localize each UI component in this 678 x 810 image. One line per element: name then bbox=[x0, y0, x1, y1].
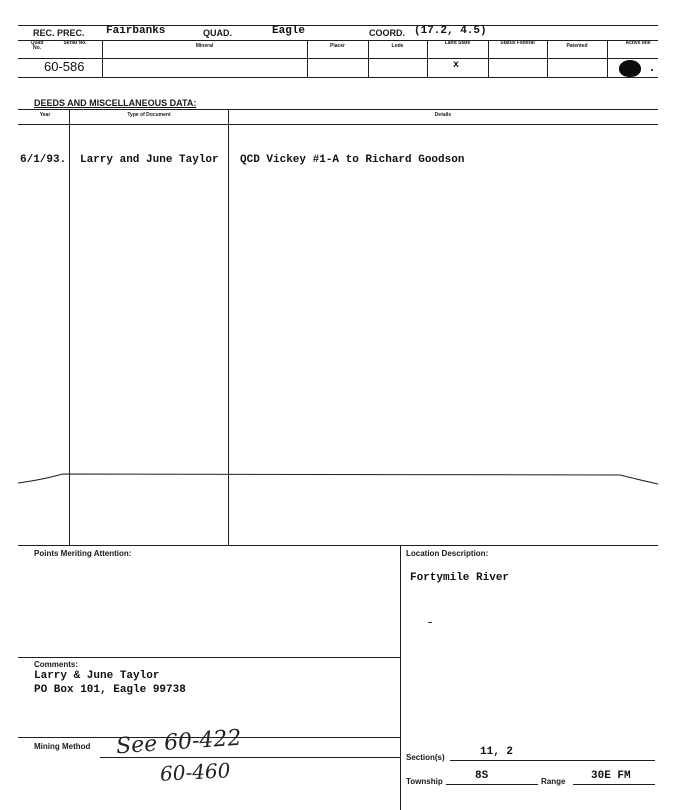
mining-method-handwritten-1: See 60-422 bbox=[115, 725, 243, 760]
coord-label: COORD. bbox=[369, 28, 405, 38]
active-idle-mark bbox=[619, 60, 641, 77]
deeds-section-title: DEEDS AND MISCELLANEOUS DATA: bbox=[34, 98, 197, 108]
col-land-state: Land State bbox=[444, 40, 471, 46]
col-patented: Patented bbox=[566, 43, 588, 49]
col-status-federal: Status Federal bbox=[500, 40, 535, 46]
land-state-mark: x bbox=[453, 60, 460, 71]
quad-label: QUAD. bbox=[203, 28, 232, 38]
col-year: Year bbox=[39, 112, 51, 118]
range-label: Range bbox=[541, 777, 566, 786]
section-value: 11, 2 bbox=[480, 746, 514, 758]
col-placer: Placer bbox=[329, 43, 345, 49]
col-type-of-document: Type of Document bbox=[127, 112, 171, 118]
stray-mark bbox=[428, 622, 432, 623]
mining-method-label: Mining Method bbox=[34, 742, 91, 751]
rec-prec-value: Fairbanks bbox=[106, 25, 166, 37]
rec-prec-label: REC. PREC. bbox=[33, 28, 85, 38]
comments-line-2: PO Box 101, Eagle 99738 bbox=[34, 684, 186, 696]
township-value: 8S bbox=[475, 770, 489, 782]
col-lode: Lode bbox=[391, 43, 404, 49]
points-label: Points Meriting Attention: bbox=[34, 549, 132, 558]
coord-value: (17.2, 4.5) bbox=[414, 25, 487, 37]
location-value: Fortymile River bbox=[410, 572, 510, 584]
township-label: Township bbox=[406, 777, 443, 786]
location-label: Location Description: bbox=[406, 549, 489, 558]
scan-line bbox=[0, 466, 678, 496]
stray-dot bbox=[651, 69, 653, 71]
col-quad-no: Quad No. bbox=[30, 40, 44, 51]
mining-method-handwritten-2: 60-460 bbox=[159, 758, 231, 786]
range-value: 30E FM bbox=[591, 770, 631, 782]
quad-value: Eagle bbox=[272, 25, 306, 37]
section-label: Section(s) bbox=[406, 753, 445, 762]
col-serial-no: Serial No. bbox=[63, 40, 87, 46]
col-details: Details bbox=[434, 112, 452, 118]
deed-row-type: Larry and June Taylor bbox=[80, 154, 219, 166]
quad-serial-value: 60-586 bbox=[44, 59, 85, 74]
comments-label: Comments: bbox=[34, 660, 79, 669]
comments-line-1: Larry & June Taylor bbox=[34, 670, 160, 682]
deed-row-details: QCD Vickey #1-A to Richard Goodson bbox=[240, 154, 465, 166]
col-active-idle: Active Idle bbox=[625, 40, 651, 46]
col-mineral: Mineral bbox=[195, 43, 214, 49]
deed-row-year: 6/1/93. bbox=[20, 154, 67, 166]
